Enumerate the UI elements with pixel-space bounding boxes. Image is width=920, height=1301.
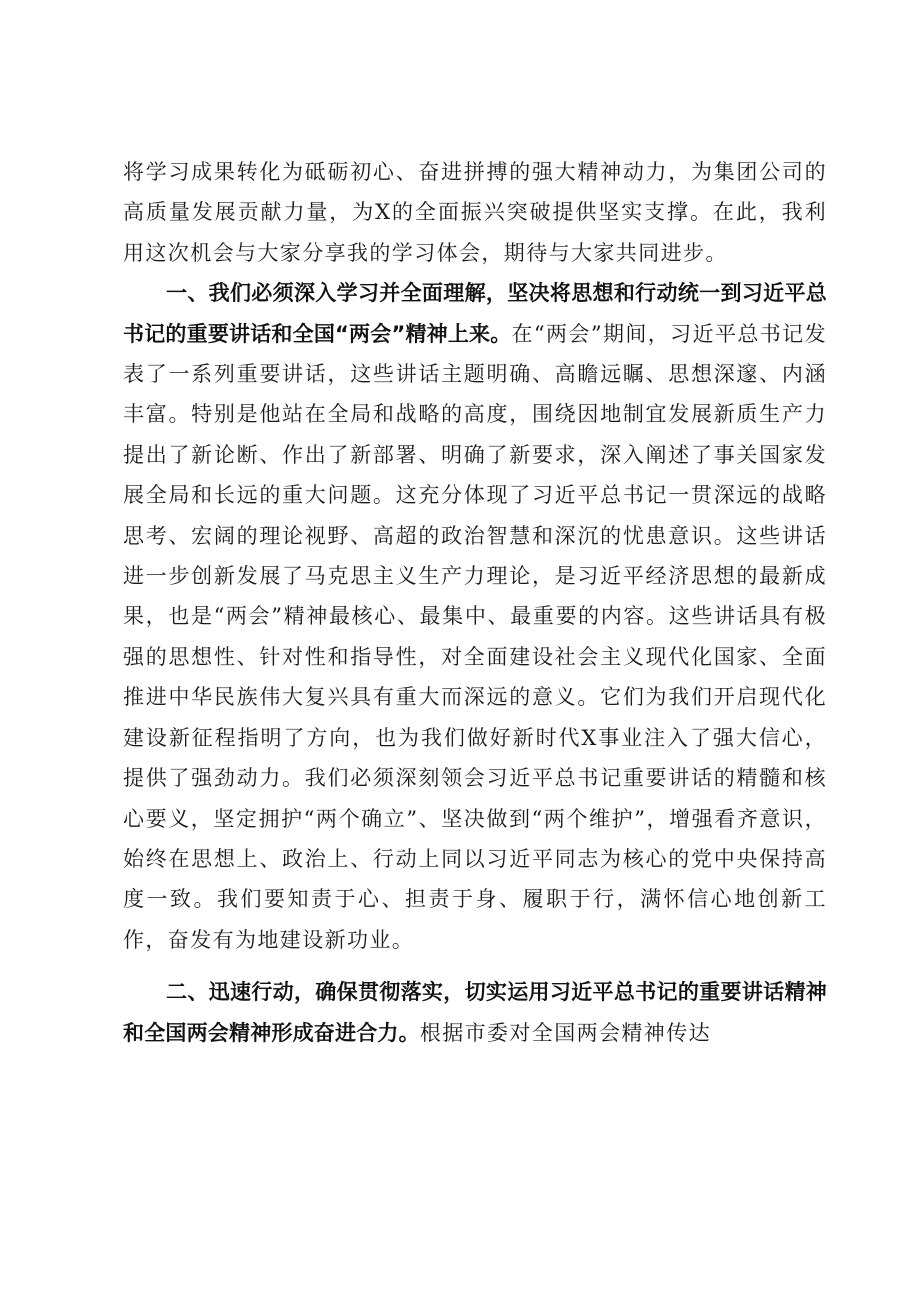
paragraph-section-one	[123, 273, 827, 960]
document-body	[123, 152, 827, 1053]
paragraph-body-text: 在“两会”期间，习近平总书记发表了一系列重要讲话，这些讲话主题明确、高瞻远瞩、思想深邃、内涵丰富。特别是他站在全局和战略的高度，围绕因地制宜发展新质生产力提出了新论断、作出了新部署、明确了新要求，深入阐述了事关国家发展全局和长远的重大问题。这充分体现了习近平总书记一贯深远的战略思考、宏阔的理论视野、高超的政治智慧和深沉的忧患意识。这些讲话进一步创新发展了马克思主义生产力理论，是习近平经济思想的最新成果，也是“两会”精神最核心、最集中、最重要的内容。这些讲话具有极强的思想性、针对性和指导性，对全面建设社会主义现代化国家、全面推进中华民族伟大复兴具有重大而深远的意义。它们为我们开启现代化建设新征程指明了方向，也为我们做好新时代X事业注入了强大信心，提供了强劲动力。我们必须深刻领会习近平总书记重要讲话的精髓和核心要义，坚定拥护“两个确立”、坚决做到“两个维护”，增强看齐意识，始终在思想上、政治上、行动上同以习近平同志为核心的党中央保持高度一致。我们要知责于心、担责于身、履职于行，满怀信心地创新工作，奋发有为地建设新功业。	[123, 321, 827, 952]
section-one-heading: 一、我们必须深入学习并全面理解，坚决将思想和行动统一到习近平总书记的重要讲话和全国“两会”精神上来。	[123, 281, 827, 346]
paragraph-body-text: 根据市委对全国两会精神传达	[419, 1020, 712, 1045]
paragraph-body-text: 将学习成果转化为砥砺初心、奋进拼搏的强大精神动力，为集团公司的高质量发展贡献力量，为X的全面振兴突破提供坚实支撑。在此，我利用这次机会与大家分享我的学习体会，期待与大家共同进步。	[123, 160, 827, 265]
paragraph-intro-continuation	[123, 152, 827, 273]
paragraph-section-two	[123, 972, 827, 1053]
section-two-heading: 二、迅速行动，确保贯彻落实，切实运用习近平总书记的重要讲话精神和全国两会精神形成奋进合力。	[123, 980, 827, 1045]
